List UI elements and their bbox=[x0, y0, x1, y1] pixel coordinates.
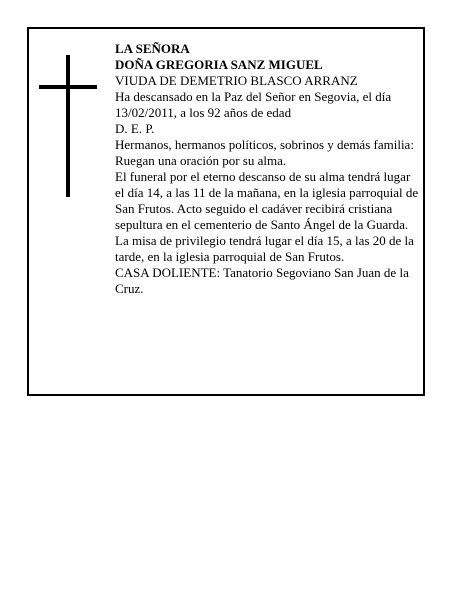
heading-title: LA SEÑORA bbox=[115, 41, 190, 56]
cross-icon bbox=[39, 55, 97, 197]
notice-text bbox=[115, 41, 419, 297]
death-statement: Ha descansado en la Paz del Señor en Segovia, el día 13/02/2011, a los 92 años de edad bbox=[115, 89, 392, 120]
cross-vertical-bar bbox=[66, 55, 70, 197]
funeral-details: El funeral por el eterno descanso de su alma tendrá lugar el día 14, a las 11 de la mañana, en la iglesia parroquial de San Frutos. Acto seguido el cadáver recibirá cristiana sepultura en el cementerio de Santo Ángel de la Guarda. La misa de privilegio tendrá lugar el día 15, a las 20 de la tarde, en la iglesia parroquial de San Frutos. bbox=[115, 169, 419, 264]
dep-line: D. E. P. bbox=[115, 121, 155, 136]
widow-of-line: VIUDA DE DEMETRIO BLASCO ARRANZ bbox=[115, 73, 358, 88]
obituary-notice bbox=[27, 27, 425, 396]
cross-horizontal-bar bbox=[39, 85, 97, 89]
family-line: Hermanos, hermanos políticos, sobrinos y demás familia: bbox=[115, 137, 414, 152]
funeral-home-line: CASA DOLIENTE: Tanatorio Segoviano San Juan de la Cruz. bbox=[115, 265, 409, 296]
prayer-request: Ruegan una oración por su alma. bbox=[115, 153, 287, 168]
deceased-name: DOÑA GREGORIA SANZ MIGUEL bbox=[115, 57, 323, 72]
